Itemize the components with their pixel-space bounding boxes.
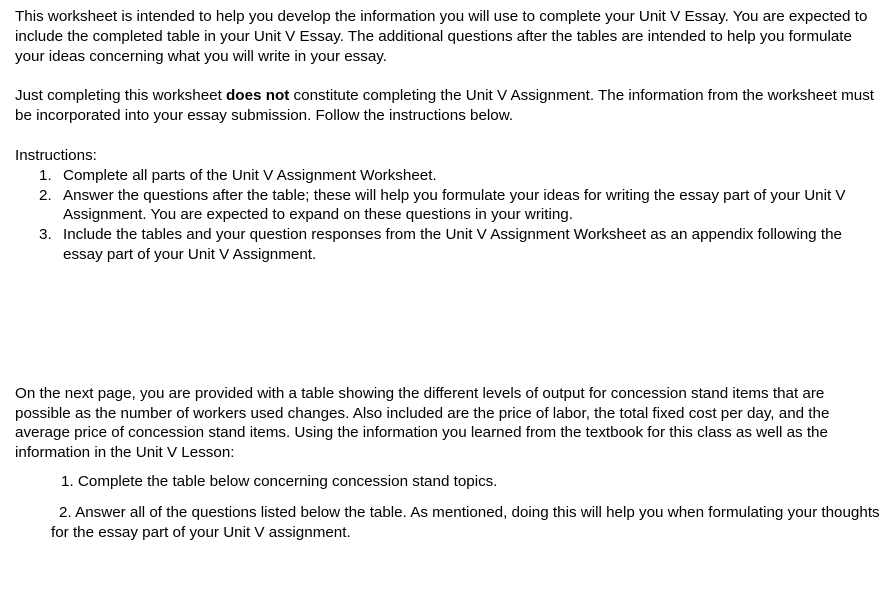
intro-paragraph-2 (15, 86, 883, 126)
intro-paragraph-2-end: constitute completing the Unit V Assignment. The information from the worksheet must be incorporated into your essay submission. Follow the instructions below. (15, 87, 875, 125)
instruction-item (15, 186, 883, 226)
instruction-item (15, 166, 883, 186)
step-item (15, 503, 883, 543)
step-text: Answer all of the questions listed below the table. As mentioned, doing this will help you when formulating your thoughts for the essay part of your Unit V assignment. (51, 503, 880, 541)
instruction-number: 2. (39, 186, 52, 204)
step-number: 2. (59, 503, 72, 521)
instruction-number: 1. (39, 166, 52, 184)
intro-paragraph-2-start: Just completing this worksheet (15, 87, 227, 105)
step-item (15, 472, 883, 492)
instruction-number: 3. (39, 226, 52, 244)
instruction-item (15, 225, 883, 265)
instruction-text: Complete all parts of the Unit V Assignment Worksheet. (63, 166, 437, 184)
instructions-label: Instructions: (15, 146, 97, 164)
does-not-emphasis: does not (226, 87, 290, 105)
instructions-list (15, 166, 883, 265)
instruction-text: Include the tables and your question responses from the Unit V Assignment Worksheet as an appendix following the essay part of your Unit V Assignment. (63, 226, 842, 263)
intro-paragraph-1: This worksheet is intended to help you develop the information you will use to complete your Unit V Essay. You are expected to include the completed table in your Unit V Essay. The additional questions after the tables are intended to help you formulate your ideas concerning what you will write in your essay. (15, 8, 868, 65)
next-page-paragraph: On the next page, you are provided with a table showing the different levels of output for concession stand items that are possible as the number of workers used changes. Also included are the price of labor, the total fixed cost per day, and the average price of concession stand items. Using the information you learned from the textbook for this class as well as the information in the Unit V Lesson: (15, 384, 830, 462)
instruction-text: Answer the questions after the table; these will help you formulate your ideas for writing the essay part of your Unit V Assignment. You are expected to expand on these questions in your writing. (63, 186, 846, 224)
step-number: 1. (61, 472, 74, 490)
worksheet-page (15, 7, 883, 542)
step-text: Complete the table below concerning concession stand topics. (77, 472, 498, 490)
